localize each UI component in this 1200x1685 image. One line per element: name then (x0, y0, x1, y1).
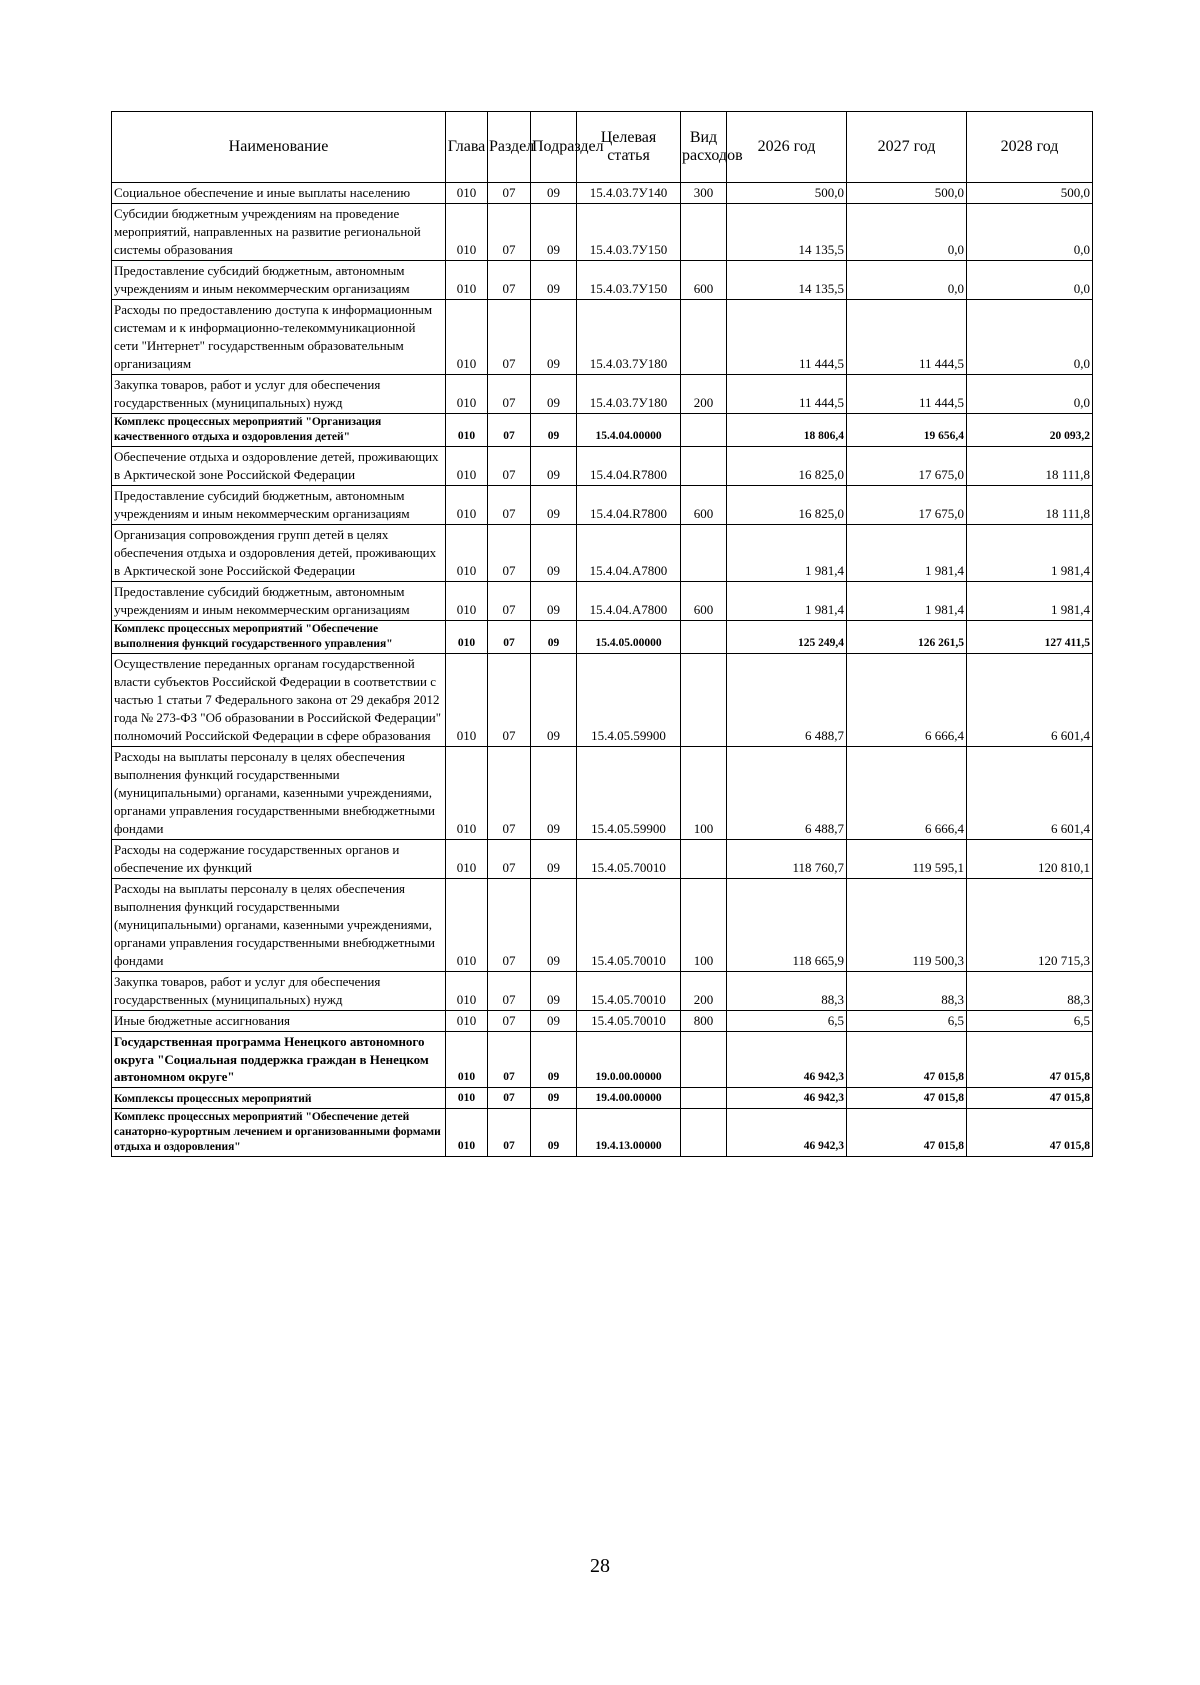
row-target: 15.4.03.7У180 (577, 300, 681, 375)
row-glava: 010 (446, 582, 488, 621)
row-vid: 600 (681, 582, 727, 621)
table-row (112, 1032, 1093, 1088)
row-2028: 0,0 (967, 375, 1093, 414)
row-2028: 47 015,8 (967, 1032, 1093, 1088)
row-target: 19.4.13.00000 (577, 1108, 681, 1156)
table-row (112, 183, 1093, 204)
row-2027: 17 675,0 (847, 486, 967, 525)
row-2028: 18 111,8 (967, 486, 1093, 525)
row-razdel: 07 (488, 1011, 531, 1032)
row-glava: 010 (446, 654, 488, 747)
row-2026: 11 444,5 (727, 300, 847, 375)
row-razdel: 07 (488, 375, 531, 414)
row-2027: 6 666,4 (847, 747, 967, 840)
table-row (112, 1011, 1093, 1032)
row-razdel: 07 (488, 1032, 531, 1088)
row-2026: 118 665,9 (727, 879, 847, 972)
row-name: Закупка товаров, работ и услуг для обеспечения государственных (муниципальных) нужд (112, 972, 446, 1011)
table-row (112, 261, 1093, 300)
row-2026: 14 135,5 (727, 261, 847, 300)
row-glava: 010 (446, 972, 488, 1011)
row-name: Расходы на содержание государственных органов и обеспечение их функций (112, 840, 446, 879)
row-vid (681, 840, 727, 879)
row-vid: 100 (681, 879, 727, 972)
row-2028: 20 093,2 (967, 414, 1093, 447)
table-row (112, 879, 1093, 972)
row-target: 15.4.04.А7800 (577, 582, 681, 621)
row-2026: 6 488,7 (727, 747, 847, 840)
row-name: Расходы по предоставлению доступа к информационным системам и к информационно-телекоммуникационной сети "Интернет" государственным образовательным организациям (112, 300, 446, 375)
row-2028: 6,5 (967, 1011, 1093, 1032)
row-2026: 6 488,7 (727, 654, 847, 747)
row-glava: 010 (446, 840, 488, 879)
row-2026: 18 806,4 (727, 414, 847, 447)
row-2027: 119 500,3 (847, 879, 967, 972)
row-podrazdel: 09 (531, 300, 577, 375)
table-row (112, 972, 1093, 1011)
row-2027: 0,0 (847, 204, 967, 261)
row-name: Иные бюджетные ассигнования (112, 1011, 446, 1032)
row-glava: 010 (446, 204, 488, 261)
row-target: 15.4.03.7У140 (577, 183, 681, 204)
row-2027: 6 666,4 (847, 654, 967, 747)
row-vid (681, 1108, 727, 1156)
row-2027: 119 595,1 (847, 840, 967, 879)
row-2027: 88,3 (847, 972, 967, 1011)
table-row (112, 525, 1093, 582)
row-vid: 800 (681, 1011, 727, 1032)
page-number: 28 (590, 1555, 610, 1577)
row-podrazdel: 09 (531, 582, 577, 621)
row-2026: 6,5 (727, 1011, 847, 1032)
row-vid (681, 1032, 727, 1088)
row-name: Предоставление субсидий бюджетным, автономным учреждениям и иным некоммерческим организациям (112, 261, 446, 300)
row-2027: 11 444,5 (847, 375, 967, 414)
row-2026: 1 981,4 (727, 525, 847, 582)
table-row (112, 1108, 1093, 1156)
row-glava: 010 (446, 261, 488, 300)
row-razdel: 07 (488, 525, 531, 582)
row-2026: 46 942,3 (727, 1108, 847, 1156)
row-2028: 18 111,8 (967, 447, 1093, 486)
row-podrazdel: 09 (531, 447, 577, 486)
row-glava: 010 (446, 621, 488, 654)
row-razdel: 07 (488, 879, 531, 972)
row-glava: 010 (446, 1087, 488, 1108)
row-vid: 600 (681, 486, 727, 525)
table-row (112, 1087, 1093, 1108)
table-row (112, 486, 1093, 525)
row-podrazdel: 09 (531, 621, 577, 654)
row-target: 19.0.00.00000 (577, 1032, 681, 1088)
row-razdel: 07 (488, 582, 531, 621)
row-2026: 16 825,0 (727, 447, 847, 486)
row-2028: 0,0 (967, 261, 1093, 300)
row-podrazdel: 09 (531, 414, 577, 447)
row-2027: 500,0 (847, 183, 967, 204)
row-podrazdel: 09 (531, 879, 577, 972)
row-vid: 300 (681, 183, 727, 204)
row-razdel: 07 (488, 204, 531, 261)
header-2028: 2028 год (967, 112, 1093, 183)
row-2028: 0,0 (967, 300, 1093, 375)
row-glava: 010 (446, 375, 488, 414)
row-2028: 6 601,4 (967, 654, 1093, 747)
budget-table (111, 111, 1093, 1157)
row-podrazdel: 09 (531, 261, 577, 300)
row-podrazdel: 09 (531, 204, 577, 261)
row-glava: 010 (446, 183, 488, 204)
row-podrazdel: 09 (531, 840, 577, 879)
header-glava: Глава (446, 112, 488, 183)
row-vid: 600 (681, 261, 727, 300)
row-razdel: 07 (488, 183, 531, 204)
row-glava: 010 (446, 447, 488, 486)
row-target: 19.4.00.00000 (577, 1087, 681, 1108)
row-2026: 46 942,3 (727, 1087, 847, 1108)
row-2027: 11 444,5 (847, 300, 967, 375)
row-2027: 47 015,8 (847, 1032, 967, 1088)
row-target: 15.4.04.R7800 (577, 447, 681, 486)
row-target: 15.4.03.7У150 (577, 261, 681, 300)
table-row (112, 654, 1093, 747)
header-razdel: Раздел (488, 112, 531, 183)
row-2028: 47 015,8 (967, 1087, 1093, 1108)
row-razdel: 07 (488, 1087, 531, 1108)
row-2026: 88,3 (727, 972, 847, 1011)
row-name: Расходы на выплаты персоналу в целях обеспечения выполнения функций государственными (муниципальными) органами, казенными учреждениями, органами управления государственными внебюджетными фондами (112, 747, 446, 840)
row-2026: 46 942,3 (727, 1032, 847, 1088)
row-target: 15.4.03.7У150 (577, 204, 681, 261)
row-2027: 6,5 (847, 1011, 967, 1032)
header-name: Наименование (112, 112, 446, 183)
row-target: 15.4.05.70010 (577, 1011, 681, 1032)
row-2026: 16 825,0 (727, 486, 847, 525)
row-2027: 126 261,5 (847, 621, 967, 654)
row-2028: 120 810,1 (967, 840, 1093, 879)
table-row (112, 300, 1093, 375)
row-podrazdel: 09 (531, 747, 577, 840)
row-target: 15.4.05.59900 (577, 747, 681, 840)
row-name: Комплексы процессных мероприятий (112, 1087, 446, 1108)
row-razdel: 07 (488, 972, 531, 1011)
row-vid (681, 621, 727, 654)
row-2027: 47 015,8 (847, 1087, 967, 1108)
row-glava: 010 (446, 879, 488, 972)
row-target: 15.4.05.00000 (577, 621, 681, 654)
row-2026: 14 135,5 (727, 204, 847, 261)
row-2026: 118 760,7 (727, 840, 847, 879)
row-name: Комплекс процессных мероприятий "Обеспечение детей санаторно-курортным лечением и организованными формами отдыха и оздоровления" (112, 1108, 446, 1156)
row-name: Предоставление субсидий бюджетным, автономным учреждениям и иным некоммерческим организациям (112, 486, 446, 525)
table-row (112, 621, 1093, 654)
row-vid (681, 300, 727, 375)
row-name: Государственная программа Ненецкого автономного округа "Социальная поддержка граждан в Ненецком автономном округе" (112, 1032, 446, 1088)
header-vid: Вид расходов (681, 112, 727, 183)
row-vid (681, 1087, 727, 1108)
row-vid: 100 (681, 747, 727, 840)
row-2027: 47 015,8 (847, 1108, 967, 1156)
row-vid (681, 204, 727, 261)
table-row (112, 375, 1093, 414)
row-target: 15.4.05.70010 (577, 972, 681, 1011)
row-2028: 1 981,4 (967, 582, 1093, 621)
header-2027: 2027 год (847, 112, 967, 183)
row-razdel: 07 (488, 1108, 531, 1156)
row-2027: 1 981,4 (847, 582, 967, 621)
row-name: Расходы на выплаты персоналу в целях обеспечения выполнения функций государственными (муниципальными) органами, казенными учреждениями, органами управления государственными внебюджетными фондами (112, 879, 446, 972)
row-podrazdel: 09 (531, 375, 577, 414)
row-2026: 1 981,4 (727, 582, 847, 621)
row-razdel: 07 (488, 300, 531, 375)
row-target: 15.4.03.7У180 (577, 375, 681, 414)
header-target: Целевая статья (577, 112, 681, 183)
row-name: Обеспечение отдыха и оздоровление детей, проживающих в Арктической зоне Российской Федерации (112, 447, 446, 486)
row-podrazdel: 09 (531, 1087, 577, 1108)
row-2028: 47 015,8 (967, 1108, 1093, 1156)
row-name: Социальное обеспечение и иные выплаты населению (112, 183, 446, 204)
row-2028: 1 981,4 (967, 525, 1093, 582)
header-2026: 2026 год (727, 112, 847, 183)
table-row (112, 840, 1093, 879)
table-row (112, 204, 1093, 261)
row-name: Комплекс процессных мероприятий "Обеспечение выполнения функций государственного управления" (112, 621, 446, 654)
row-target: 15.4.05.59900 (577, 654, 681, 747)
row-glava: 010 (446, 300, 488, 375)
row-target: 15.4.05.70010 (577, 840, 681, 879)
row-glava: 010 (446, 525, 488, 582)
row-razdel: 07 (488, 414, 531, 447)
row-podrazdel: 09 (531, 183, 577, 204)
table-row (112, 747, 1093, 840)
row-podrazdel: 09 (531, 486, 577, 525)
row-glava: 010 (446, 414, 488, 447)
row-vid: 200 (681, 972, 727, 1011)
row-2028: 120 715,3 (967, 879, 1093, 972)
row-2028: 6 601,4 (967, 747, 1093, 840)
row-razdel: 07 (488, 486, 531, 525)
row-vid (681, 414, 727, 447)
row-target: 15.4.04.А7800 (577, 525, 681, 582)
table-body (112, 183, 1093, 1157)
row-name: Комплекс процессных мероприятий "Организация качественного отдыха и оздоровления детей" (112, 414, 446, 447)
row-glava: 010 (446, 1032, 488, 1088)
row-podrazdel: 09 (531, 654, 577, 747)
row-podrazdel: 09 (531, 1011, 577, 1032)
row-razdel: 07 (488, 654, 531, 747)
row-razdel: 07 (488, 747, 531, 840)
row-2028: 500,0 (967, 183, 1093, 204)
table-row (112, 414, 1093, 447)
row-podrazdel: 09 (531, 1032, 577, 1088)
row-2027: 19 656,4 (847, 414, 967, 447)
row-2028: 127 411,5 (967, 621, 1093, 654)
row-2027: 1 981,4 (847, 525, 967, 582)
row-glava: 010 (446, 1011, 488, 1032)
row-razdel: 07 (488, 261, 531, 300)
row-name: Закупка товаров, работ и услуг для обеспечения государственных (муниципальных) нужд (112, 375, 446, 414)
table-row (112, 447, 1093, 486)
row-2027: 0,0 (847, 261, 967, 300)
row-2026: 500,0 (727, 183, 847, 204)
row-2026: 11 444,5 (727, 375, 847, 414)
row-target: 15.4.04.R7800 (577, 486, 681, 525)
row-glava: 010 (446, 1108, 488, 1156)
row-vid (681, 525, 727, 582)
row-podrazdel: 09 (531, 972, 577, 1011)
row-podrazdel: 09 (531, 525, 577, 582)
row-vid (681, 654, 727, 747)
table-header-row (112, 112, 1093, 183)
row-glava: 010 (446, 486, 488, 525)
row-name: Осуществление переданных органам государственной власти субъектов Российской Федерации в соответствии с частью 1 статьи 7 Федерального закона от 29 декабря 2012 года № 273-ФЗ "Об образовании в Российской Федерации" полномочий Российской Федерации в сфере образования (112, 654, 446, 747)
row-2026: 125 249,4 (727, 621, 847, 654)
row-name: Субсидии бюджетным учреждениям на проведение мероприятий, направленных на развитие региональной системы образования (112, 204, 446, 261)
row-target: 15.4.04.00000 (577, 414, 681, 447)
row-razdel: 07 (488, 621, 531, 654)
row-target: 15.4.05.70010 (577, 879, 681, 972)
row-2028: 0,0 (967, 204, 1093, 261)
row-podrazdel: 09 (531, 1108, 577, 1156)
row-razdel: 07 (488, 447, 531, 486)
row-name: Организация сопровождения групп детей в целях обеспечения отдыха и оздоровления детей, проживающих в Арктической зоне Российской Федерации (112, 525, 446, 582)
row-glava: 010 (446, 747, 488, 840)
row-vid: 200 (681, 375, 727, 414)
row-vid (681, 447, 727, 486)
row-razdel: 07 (488, 840, 531, 879)
row-name: Предоставление субсидий бюджетным, автономным учреждениям и иным некоммерческим организациям (112, 582, 446, 621)
row-2027: 17 675,0 (847, 447, 967, 486)
table-row (112, 582, 1093, 621)
row-2028: 88,3 (967, 972, 1093, 1011)
header-podrazdel: Подраздел (531, 112, 577, 183)
